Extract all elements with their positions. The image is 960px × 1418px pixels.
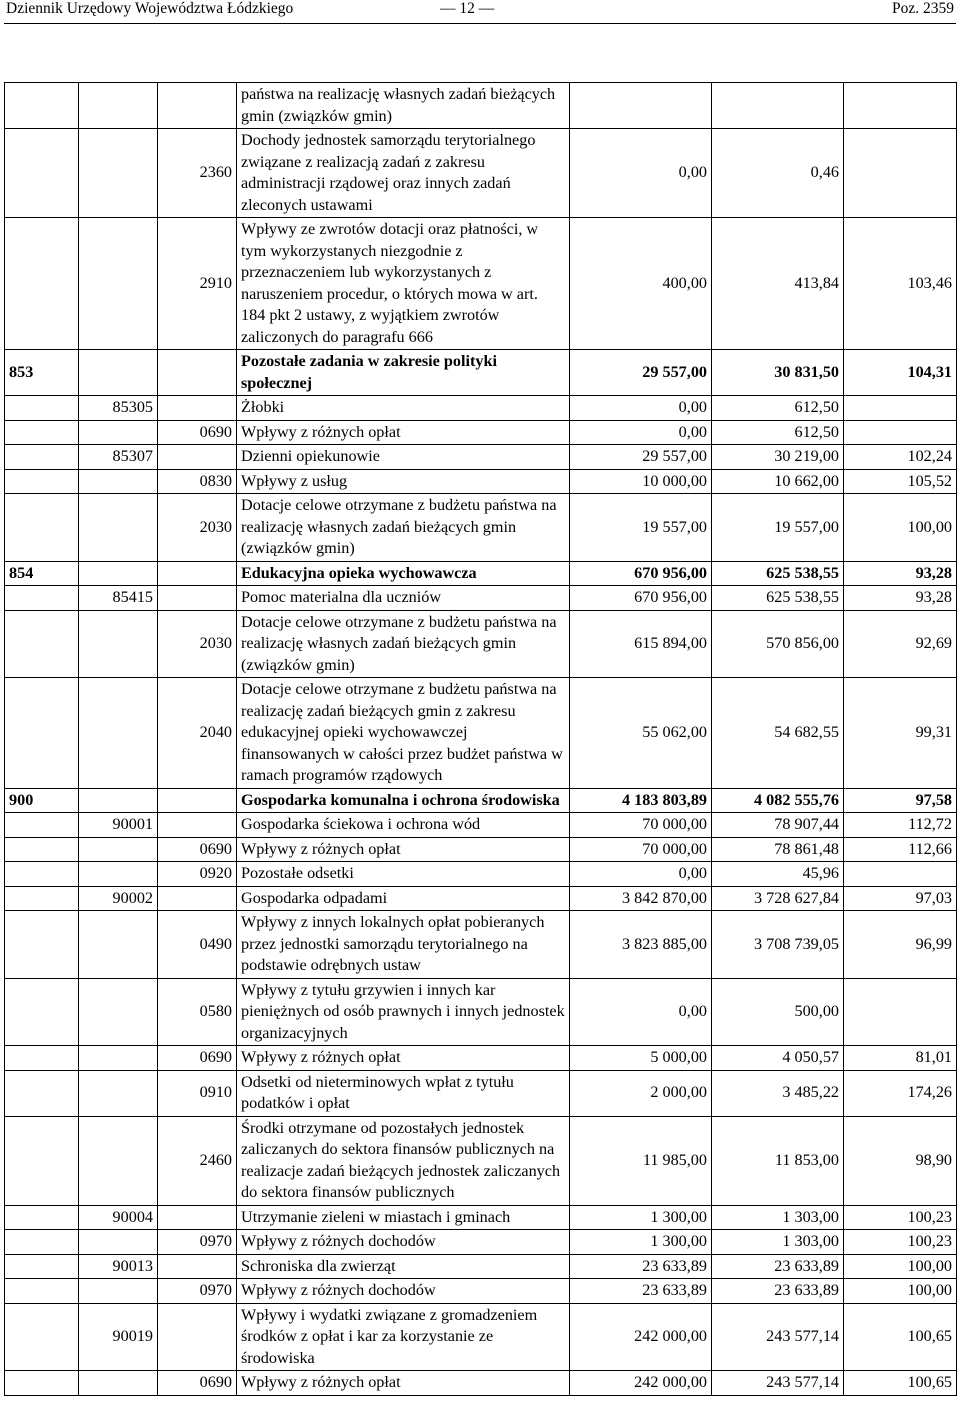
percent-cell: 100,00: [844, 494, 957, 562]
plan-amount-cell: 70 000,00: [570, 837, 712, 862]
plan-amount-cell: 19 557,00: [570, 494, 712, 562]
table-row: [5, 561, 957, 586]
plan-amount-cell: 0,00: [570, 978, 712, 1046]
section-code-cell: [5, 1046, 79, 1071]
paragraph-code-cell: 2030: [158, 610, 237, 678]
section-code-cell: [5, 445, 79, 470]
table-row: [5, 813, 957, 838]
chapter-code-cell: 90019: [79, 1303, 158, 1371]
chapter-code-cell: [79, 610, 158, 678]
description-cell: Dotacje celowe otrzymane z budżetu państwa na realizację zadań bieżących gmin z zakresu edukacyjnej opieki wychowawczej finansowanych w całości przez budżet państwa w ramach programów rządowych: [237, 678, 570, 789]
paragraph-code-cell: 0580: [158, 978, 237, 1046]
description-cell: Edukacyjna opieka wychowawcza: [237, 561, 570, 586]
plan-amount-cell: 0,00: [570, 420, 712, 445]
chapter-code-cell: 90002: [79, 886, 158, 911]
chapter-code-cell: [79, 788, 158, 813]
description-cell: Dotacje celowe otrzymane z budżetu państwa na realizację własnych zadań bieżących gmin (związków gmin): [237, 494, 570, 562]
section-code-cell: [5, 83, 79, 129]
paragraph-code-cell: [158, 350, 237, 396]
description-cell: Żłobki: [237, 396, 570, 421]
paragraph-code-cell: [158, 813, 237, 838]
table-row: [5, 420, 957, 445]
plan-amount-cell: 29 557,00: [570, 350, 712, 396]
percent-cell: [844, 978, 957, 1046]
paragraph-code-cell: 2910: [158, 218, 237, 350]
plan-amount-cell: 242 000,00: [570, 1303, 712, 1371]
executed-amount-cell: 54 682,55: [712, 678, 844, 789]
plan-amount-cell: 70 000,00: [570, 813, 712, 838]
description-cell: Środki otrzymane od pozostałych jednostek zaliczanych do sektora finansów publicznych na realizacje zadań bieżących jednostek zaliczanych do sektora finansów publicznych: [237, 1116, 570, 1205]
paragraph-code-cell: [158, 561, 237, 586]
description-cell: Gospodarka ściekowa i ochrona wód: [237, 813, 570, 838]
section-code-cell: [5, 1371, 79, 1396]
section-code-cell: 854: [5, 561, 79, 586]
executed-amount-cell: 78 861,48: [712, 837, 844, 862]
table-row: [5, 586, 957, 611]
chapter-code-cell: [79, 494, 158, 562]
executed-amount-cell: 413,84: [712, 218, 844, 350]
paragraph-code-cell: 2460: [158, 1116, 237, 1205]
plan-amount-cell: 2 000,00: [570, 1070, 712, 1116]
description-cell: Schroniska dla zwierząt: [237, 1254, 570, 1279]
plan-amount-cell: 23 633,89: [570, 1254, 712, 1279]
paragraph-code-cell: [158, 788, 237, 813]
percent-cell: 81,01: [844, 1046, 957, 1071]
percent-cell: 103,46: [844, 218, 957, 350]
plan-amount-cell: 0,00: [570, 129, 712, 218]
section-code-cell: [5, 129, 79, 218]
percent-cell: 93,28: [844, 561, 957, 586]
percent-cell: 100,00: [844, 1279, 957, 1304]
paragraph-code-cell: [158, 886, 237, 911]
table-row: [5, 837, 957, 862]
executed-amount-cell: [712, 83, 844, 129]
executed-amount-cell: 612,50: [712, 396, 844, 421]
table-row: [5, 978, 957, 1046]
executed-amount-cell: 30 219,00: [712, 445, 844, 470]
description-cell: państwa na realizację własnych zadań bieżących gmin (związków gmin): [237, 83, 570, 129]
section-code-cell: [5, 469, 79, 494]
table-row: [5, 788, 957, 813]
table-row: [5, 1371, 957, 1396]
section-code-cell: [5, 1254, 79, 1279]
section-code-cell: [5, 1116, 79, 1205]
executed-amount-cell: 30 831,50: [712, 350, 844, 396]
chapter-code-cell: [79, 1116, 158, 1205]
executed-amount-cell: 570 856,00: [712, 610, 844, 678]
executed-amount-cell: 78 907,44: [712, 813, 844, 838]
chapter-code-cell: [79, 1230, 158, 1255]
paragraph-code-cell: [158, 1254, 237, 1279]
chapter-code-cell: 90004: [79, 1205, 158, 1230]
chapter-code-cell: [79, 1371, 158, 1396]
chapter-code-cell: [79, 129, 158, 218]
percent-cell: 92,69: [844, 610, 957, 678]
paragraph-code-cell: 0970: [158, 1279, 237, 1304]
executed-amount-cell: 1 303,00: [712, 1230, 844, 1255]
executed-amount-cell: 243 577,14: [712, 1371, 844, 1396]
page-header: [0, 0, 960, 22]
chapter-code-cell: [79, 350, 158, 396]
chapter-code-cell: 85415: [79, 586, 158, 611]
chapter-code-cell: [79, 1046, 158, 1071]
description-cell: Gospodarka odpadami: [237, 886, 570, 911]
table-row: [5, 886, 957, 911]
section-code-cell: [5, 494, 79, 562]
percent-cell: 96,99: [844, 911, 957, 979]
percent-cell: [844, 129, 957, 218]
percent-cell: 97,58: [844, 788, 957, 813]
table-row: [5, 1254, 957, 1279]
executed-amount-cell: 3 728 627,84: [712, 886, 844, 911]
position-number: Poz. 2359: [892, 0, 954, 17]
section-code-cell: [5, 1230, 79, 1255]
paragraph-code-cell: [158, 445, 237, 470]
section-code-cell: [5, 610, 79, 678]
budget-table: [4, 82, 957, 1396]
chapter-code-cell: 85307: [79, 445, 158, 470]
executed-amount-cell: 45,96: [712, 862, 844, 887]
table-row: [5, 1205, 957, 1230]
section-code-cell: 853: [5, 350, 79, 396]
table-row: [5, 1230, 957, 1255]
section-code-cell: [5, 813, 79, 838]
paragraph-code-cell: 0690: [158, 1046, 237, 1071]
percent-cell: 100,00: [844, 1254, 957, 1279]
table-row: [5, 1116, 957, 1205]
plan-amount-cell: 242 000,00: [570, 1371, 712, 1396]
description-cell: Wpływy z tytułu grzywien i innych kar pieniężnych od osób prawnych i innych jednostek organizacyjnych: [237, 978, 570, 1046]
section-code-cell: [5, 886, 79, 911]
executed-amount-cell: 3 485,22: [712, 1070, 844, 1116]
plan-amount-cell: 1 300,00: [570, 1230, 712, 1255]
plan-amount-cell: 0,00: [570, 862, 712, 887]
plan-amount-cell: 29 557,00: [570, 445, 712, 470]
percent-cell: [844, 83, 957, 129]
plan-amount-cell: 5 000,00: [570, 1046, 712, 1071]
table-row: [5, 83, 957, 129]
plan-amount-cell: 670 956,00: [570, 586, 712, 611]
percent-cell: 93,28: [844, 586, 957, 611]
percent-cell: 104,31: [844, 350, 957, 396]
table-row: [5, 610, 957, 678]
section-code-cell: [5, 911, 79, 979]
description-cell: Dotacje celowe otrzymane z budżetu państwa na realizację własnych zadań bieżących gmin (związków gmin): [237, 610, 570, 678]
description-cell: Wpływy i wydatki związane z gromadzeniem środków z opłat i kar za korzystanie ze środowiska: [237, 1303, 570, 1371]
section-code-cell: [5, 978, 79, 1046]
table-row: [5, 445, 957, 470]
executed-amount-cell: 612,50: [712, 420, 844, 445]
paragraph-code-cell: 0690: [158, 837, 237, 862]
description-cell: Utrzymanie zieleni w miastach i gminach: [237, 1205, 570, 1230]
description-cell: Pozostałe zadania w zakresie polityki społecznej: [237, 350, 570, 396]
table-row: [5, 396, 957, 421]
executed-amount-cell: 500,00: [712, 978, 844, 1046]
description-cell: Wpływy z różnych dochodów: [237, 1279, 570, 1304]
chapter-code-cell: [79, 420, 158, 445]
executed-amount-cell: 4 050,57: [712, 1046, 844, 1071]
description-cell: Dochody jednostek samorządu terytorialnego związane z realizacją zadań z zakresu administracji rządowej oraz innych zadań zleconych ustawami: [237, 129, 570, 218]
table-row: [5, 350, 957, 396]
table-row: [5, 1070, 957, 1116]
plan-amount-cell: 55 062,00: [570, 678, 712, 789]
section-code-cell: [5, 1279, 79, 1304]
chapter-code-cell: [79, 862, 158, 887]
table-row: [5, 678, 957, 789]
section-code-cell: [5, 396, 79, 421]
executed-amount-cell: 0,46: [712, 129, 844, 218]
executed-amount-cell: 4 082 555,76: [712, 788, 844, 813]
percent-cell: 174,26: [844, 1070, 957, 1116]
paragraph-code-cell: [158, 586, 237, 611]
percent-cell: [844, 396, 957, 421]
percent-cell: [844, 420, 957, 445]
plan-amount-cell: 23 633,89: [570, 1279, 712, 1304]
section-code-cell: [5, 837, 79, 862]
description-cell: Wpływy z różnych opłat: [237, 1046, 570, 1071]
percent-cell: 102,24: [844, 445, 957, 470]
plan-amount-cell: 11 985,00: [570, 1116, 712, 1205]
paragraph-code-cell: 0970: [158, 1230, 237, 1255]
plan-amount-cell: 400,00: [570, 218, 712, 350]
description-cell: Pomoc materialna dla uczniów: [237, 586, 570, 611]
section-code-cell: [5, 1070, 79, 1116]
chapter-code-cell: [79, 1279, 158, 1304]
paragraph-code-cell: [158, 396, 237, 421]
journal-title: Dziennik Urzędowy Województwa Łódzkiego: [6, 0, 294, 17]
description-cell: Wpływy ze zwrotów dotacji oraz płatności, w tym wykorzystanych niezgodnie z przeznaczeniem lub wykorzystanych z naruszeniem procedur, o których mowa w art. 184 pkt 2 ustawy, z wyjątkiem zwrotów zaliczonych do paragrafu 666: [237, 218, 570, 350]
paragraph-code-cell: [158, 1303, 237, 1371]
paragraph-code-cell: 2030: [158, 494, 237, 562]
percent-cell: [844, 862, 957, 887]
table-row: [5, 129, 957, 218]
chapter-code-cell: [79, 911, 158, 979]
paragraph-code-cell: [158, 1205, 237, 1230]
paragraph-code-cell: 2360: [158, 129, 237, 218]
chapter-code-cell: [79, 561, 158, 586]
percent-cell: 99,31: [844, 678, 957, 789]
chapter-code-cell: [79, 678, 158, 789]
description-cell: Odsetki od nieterminowych wpłat z tytułu podatków i opłat: [237, 1070, 570, 1116]
table-row: [5, 862, 957, 887]
chapter-code-cell: [79, 469, 158, 494]
percent-cell: 105,52: [844, 469, 957, 494]
plan-amount-cell: 10 000,00: [570, 469, 712, 494]
table-row: [5, 1303, 957, 1371]
executed-amount-cell: 11 853,00: [712, 1116, 844, 1205]
percent-cell: 98,90: [844, 1116, 957, 1205]
description-cell: Wpływy z usług: [237, 469, 570, 494]
percent-cell: 97,03: [844, 886, 957, 911]
page-number: — 12 —: [440, 0, 495, 17]
percent-cell: 100,65: [844, 1303, 957, 1371]
chapter-code-cell: 85305: [79, 396, 158, 421]
section-code-cell: [5, 218, 79, 350]
header-divider: [4, 23, 956, 24]
paragraph-code-cell: 0490: [158, 911, 237, 979]
section-code-cell: [5, 420, 79, 445]
executed-amount-cell: 10 662,00: [712, 469, 844, 494]
percent-cell: 112,66: [844, 837, 957, 862]
description-cell: Dzienni opiekunowie: [237, 445, 570, 470]
section-code-cell: [5, 586, 79, 611]
plan-amount-cell: 615 894,00: [570, 610, 712, 678]
plan-amount-cell: 3 842 870,00: [570, 886, 712, 911]
description-cell: Wpływy z różnych opłat: [237, 420, 570, 445]
table-row: [5, 469, 957, 494]
percent-cell: 112,72: [844, 813, 957, 838]
percent-cell: 100,65: [844, 1371, 957, 1396]
chapter-code-cell: [79, 837, 158, 862]
table-row: [5, 911, 957, 979]
chapter-code-cell: [79, 218, 158, 350]
paragraph-code-cell: 0830: [158, 469, 237, 494]
description-cell: Gospodarka komunalna i ochrona środowiska: [237, 788, 570, 813]
executed-amount-cell: 3 708 739,05: [712, 911, 844, 979]
plan-amount-cell: [570, 83, 712, 129]
plan-amount-cell: 1 300,00: [570, 1205, 712, 1230]
chapter-code-cell: [79, 83, 158, 129]
section-code-cell: [5, 678, 79, 789]
executed-amount-cell: 19 557,00: [712, 494, 844, 562]
section-code-cell: 900: [5, 788, 79, 813]
executed-amount-cell: 243 577,14: [712, 1303, 844, 1371]
chapter-code-cell: 90013: [79, 1254, 158, 1279]
plan-amount-cell: 3 823 885,00: [570, 911, 712, 979]
paragraph-code-cell: 0690: [158, 420, 237, 445]
executed-amount-cell: 625 538,55: [712, 561, 844, 586]
section-code-cell: [5, 1303, 79, 1371]
percent-cell: 100,23: [844, 1205, 957, 1230]
executed-amount-cell: 23 633,89: [712, 1279, 844, 1304]
table-row: [5, 218, 957, 350]
paragraph-code-cell: [158, 83, 237, 129]
executed-amount-cell: 23 633,89: [712, 1254, 844, 1279]
description-cell: Wpływy z różnych opłat: [237, 1371, 570, 1396]
paragraph-code-cell: 0910: [158, 1070, 237, 1116]
plan-amount-cell: 670 956,00: [570, 561, 712, 586]
executed-amount-cell: 625 538,55: [712, 586, 844, 611]
percent-cell: 100,23: [844, 1230, 957, 1255]
paragraph-code-cell: 2040: [158, 678, 237, 789]
section-code-cell: [5, 1205, 79, 1230]
description-cell: Pozostałe odsetki: [237, 862, 570, 887]
plan-amount-cell: 4 183 803,89: [570, 788, 712, 813]
paragraph-code-cell: 0920: [158, 862, 237, 887]
table-row: [5, 1046, 957, 1071]
description-cell: Wpływy z różnych opłat: [237, 837, 570, 862]
description-cell: Wpływy z innych lokalnych opłat pobieranych przez jednostki samorządu terytorialnego na podstawie odrębnych ustaw: [237, 911, 570, 979]
chapter-code-cell: 90001: [79, 813, 158, 838]
paragraph-code-cell: 0690: [158, 1371, 237, 1396]
section-code-cell: [5, 862, 79, 887]
plan-amount-cell: 0,00: [570, 396, 712, 421]
table-row: [5, 1279, 957, 1304]
chapter-code-cell: [79, 1070, 158, 1116]
table-row: [5, 494, 957, 562]
description-cell: Wpływy z różnych dochodów: [237, 1230, 570, 1255]
chapter-code-cell: [79, 978, 158, 1046]
executed-amount-cell: 1 303,00: [712, 1205, 844, 1230]
